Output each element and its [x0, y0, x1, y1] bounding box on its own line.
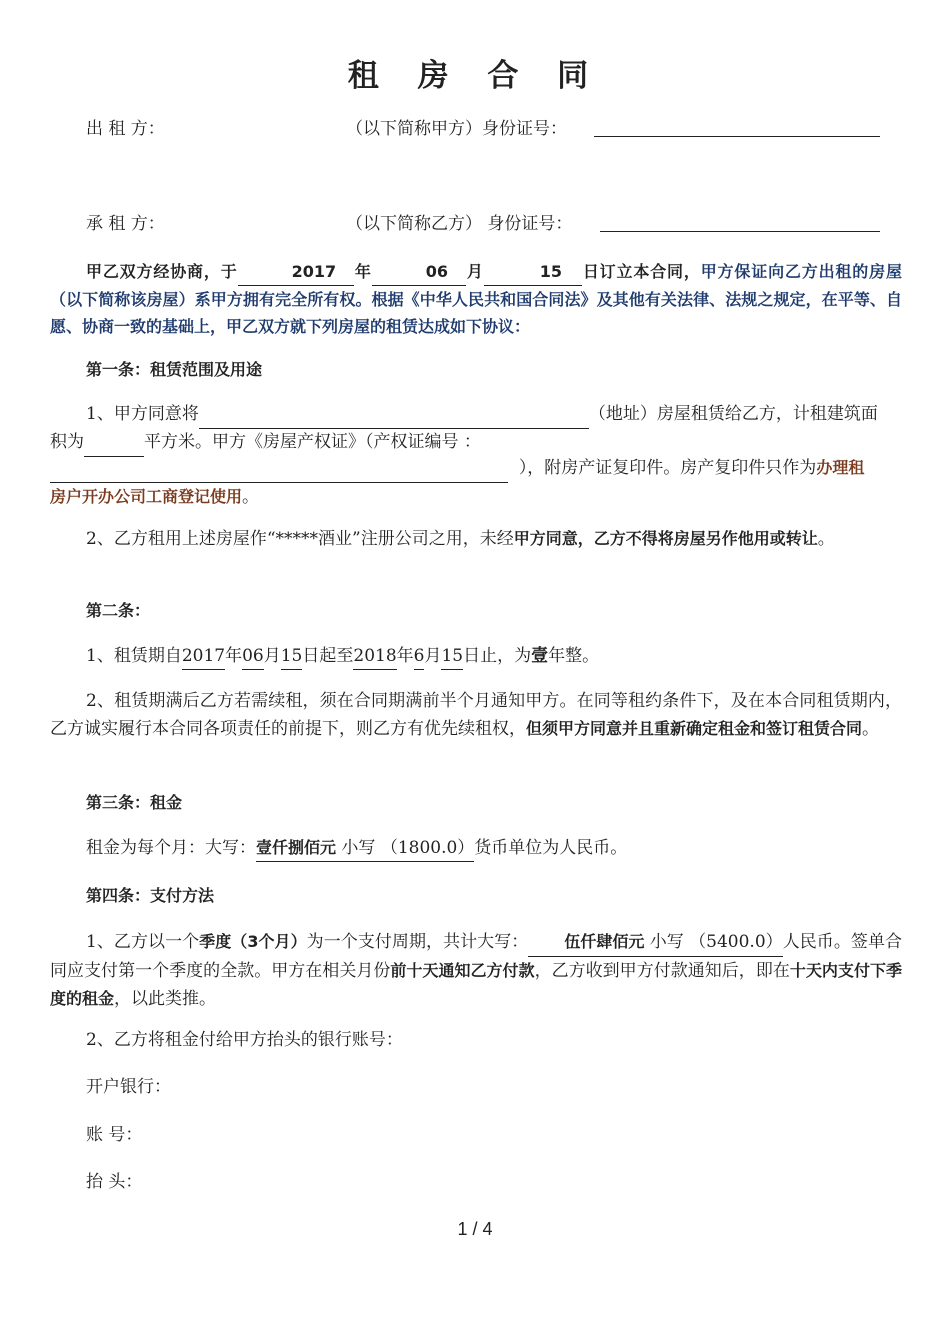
- article1-item1: [50, 401, 902, 457]
- tenant-label: 承 租 方：: [86, 214, 165, 234]
- rent-lower-label: 小写: [336, 838, 381, 858]
- quarter-upper-value: 伍仟肆佰元: [564, 932, 645, 951]
- article1-item1-text-e: ），附房产证复印件。房产复印件只作为: [518, 458, 817, 478]
- article1-heading: 第一条：租赁范围及用途: [86, 360, 263, 379]
- article1-item2: [50, 525, 902, 553]
- lease-end-day-unit: 日止，为: [463, 646, 532, 666]
- lease-start-year: 2017: [182, 643, 225, 670]
- tenant-note: （以下简称乙方） 身份证号：: [346, 214, 573, 234]
- article1-item1-text-a: 1、甲方同意将: [86, 404, 199, 424]
- page-number: 1 / 4: [457, 1219, 493, 1239]
- article1-item1-text-b: 房屋租赁给乙方，计租建筑面: [656, 404, 878, 424]
- lease-start-month: 06: [242, 643, 264, 670]
- rent-lower-value: （1800.0）: [380, 838, 475, 858]
- article2-item2-text-a: 2、租赁期满后乙方若需续租，须在合同期满前半个月通知甲方。在同等租约条件下，及在本合同租赁期内，乙方诚实履行本合同各项责任的前提下，则乙方有优先续租权，: [50, 691, 902, 739]
- article4-item1-text-c: 为一个支付周期，共计大写：: [306, 932, 529, 952]
- article1-item1-cont: [50, 454, 902, 511]
- intro-month-unit: 月: [466, 262, 484, 281]
- bank-name-label: 开户银行：: [86, 1077, 171, 1097]
- article4-item1: [50, 928, 902, 1013]
- address-label: （地址）: [588, 404, 657, 424]
- intro-year: 2017: [238, 258, 355, 286]
- intro-day: 15: [484, 258, 582, 286]
- article4-item1-text-b: 季度（3个月）: [199, 932, 307, 951]
- quarter-amount: [528, 928, 782, 957]
- account-number-label: 账 号：: [86, 1125, 143, 1145]
- article4-heading: 第四条：支付方法: [86, 886, 215, 905]
- article4-item1-text-g: 十天内支付下季度的租金: [50, 961, 902, 1008]
- lease-end-year-unit: 年: [396, 646, 414, 666]
- landlord-id-field: [594, 116, 880, 137]
- article3-heading: 第三条：租金: [86, 793, 183, 812]
- lease-end-month-unit: 月: [424, 646, 442, 666]
- rent-upper-value: 壹仟捌佰元: [256, 838, 337, 857]
- lease-period: [86, 643, 599, 670]
- rent-upper: [256, 835, 474, 862]
- article2-heading: 第二条：: [86, 601, 151, 620]
- article1-item1-text-c: 积为: [50, 432, 84, 452]
- rent-text-a: 租金为每个月：大写：: [86, 838, 256, 858]
- lease-end-day: 15: [441, 643, 463, 670]
- article4-item1-text-f: ，乙方收到甲方付款通知后，即在: [534, 961, 790, 981]
- lease-period-text-end: 年整。: [548, 646, 600, 666]
- address-blank: [199, 401, 589, 429]
- intro-day-unit: 日订立本合同，: [582, 262, 701, 281]
- article4-item2: 2、乙方将租金付给甲方抬头的银行账号：: [86, 1030, 403, 1050]
- rent-text-b: 货币单位为人民币。: [474, 838, 628, 858]
- lease-start-day: 15: [281, 643, 303, 670]
- article2-item2-text-c: 。: [862, 719, 880, 739]
- article1-item1-text-h: 。: [242, 487, 260, 507]
- rent-amount: [86, 835, 627, 862]
- page-title: 租 房 合 同: [347, 58, 603, 94]
- lease-start-month-unit: 月: [263, 646, 281, 666]
- intro-month: 06: [372, 258, 466, 286]
- lease-end-month: 6: [414, 643, 425, 670]
- intro-year-unit: 年: [354, 262, 372, 281]
- article1-item2-text-b: 甲方同意，乙方不得将房屋另作他用或转让: [513, 529, 818, 548]
- article1-item2-text-a: 2、乙方租用上述房屋作“*****酒业”注册公司之用，未经: [86, 529, 514, 549]
- quarter-lower-value: （5400.0）: [689, 932, 783, 952]
- quarter-lower-label: 小写: [644, 932, 690, 952]
- landlord-label: 出 租 方：: [86, 119, 165, 139]
- payee-label: 抬 头：: [86, 1172, 143, 1192]
- landlord-note: （以下简称甲方）身份证号：: [346, 119, 567, 139]
- article1-item1-text-g: 房户开办公司工商登记使用: [50, 487, 243, 506]
- article2-item2: [50, 688, 902, 743]
- certificate-number-blank: [50, 455, 508, 483]
- article4-item1-text-d: 人民币。签单合同应支付第一个季度的全款。甲方在相关月份: [50, 932, 903, 981]
- area-blank: [84, 429, 144, 457]
- article1-item1-text-f: 办理租: [816, 458, 865, 477]
- intro-text-a: 甲乙双方经协商，于: [86, 262, 238, 281]
- lease-years: 壹: [531, 646, 549, 666]
- lease-start-day-unit: 日起至: [302, 646, 354, 666]
- lease-period-text-a: 1、租赁期自: [86, 646, 182, 666]
- article1-item1-text-d: 平方米。甲方《房屋产权证》（产权证编号 ：: [144, 432, 481, 452]
- article4-item1-text-e: 前十天通知乙方付款: [390, 961, 535, 980]
- tenant-id-field: [600, 211, 880, 232]
- intro-text-b: 甲方保证向乙方出租的房屋（以下简称该房屋）系甲方拥有完全所有权。根据《中华人民共和国合同法》及其他有关法律、法规之规定，在平等、自愿、协商一致的基础上，甲乙双方就下列房屋的租赁达成如下协议：: [50, 262, 902, 336]
- article4-item1-text-a: 1、乙方以一个: [86, 932, 200, 952]
- article4-item1-text-h: ，以此类推。: [114, 989, 217, 1009]
- article2-item2-text-b: 但须甲方同意并且重新确定租金和签订租赁合同: [526, 719, 863, 738]
- lease-start-year-unit: 年: [225, 646, 243, 666]
- intro-paragraph: [50, 258, 902, 340]
- article1-item2-text-c: 。: [817, 529, 835, 549]
- lease-end-year: 2018: [353, 643, 396, 670]
